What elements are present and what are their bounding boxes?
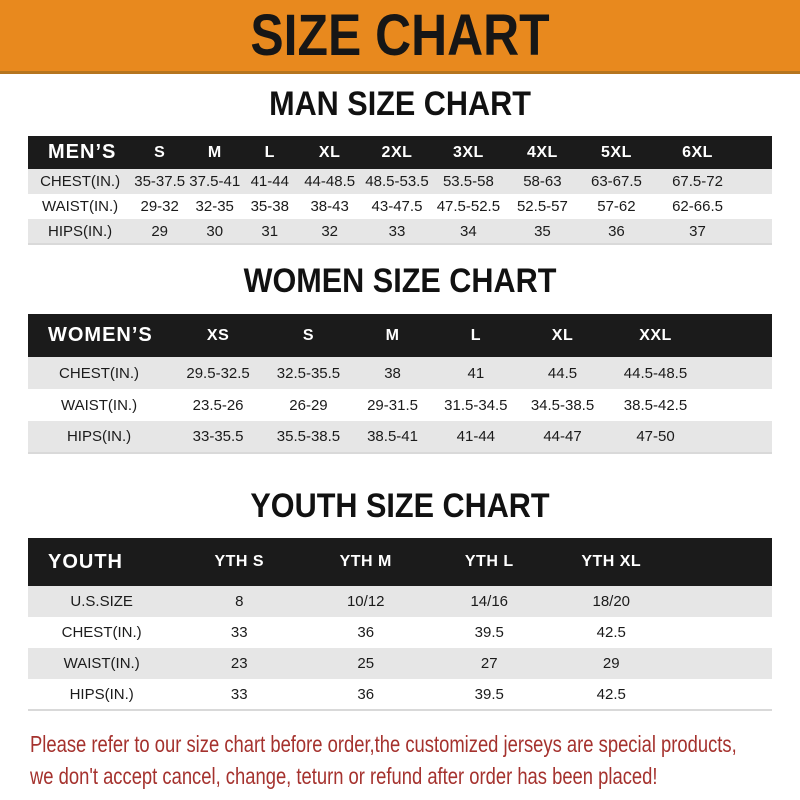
women-size-table [28, 314, 772, 454]
spacer-cell [672, 648, 772, 679]
cell: 33-35.5 [170, 421, 266, 453]
cell: 41-44 [434, 421, 517, 453]
cell: 44.5 [518, 357, 608, 389]
cell: 38.5-42.5 [608, 389, 704, 421]
men-size-col-l: L [242, 136, 297, 169]
cell: 32.5-35.5 [266, 357, 351, 389]
cell: 36 [303, 679, 428, 710]
spacer-cell [742, 169, 772, 194]
women-chest-row [28, 357, 772, 389]
women-size-col-l: L [434, 314, 517, 357]
cell: 67.5-72 [653, 169, 742, 194]
cell: 44.5-48.5 [608, 357, 704, 389]
notice-line-1: Please refer to our size chart before order,the customized jerseys are special products, [30, 731, 737, 757]
spacer-cell [672, 586, 772, 617]
cell: 62-66.5 [653, 194, 742, 219]
men-size-col-xl: XL [297, 136, 362, 169]
men-size-col-3xl: 3XL [432, 136, 505, 169]
cell: 35.5-38.5 [266, 421, 351, 453]
row-label: WAIST(IN.) [28, 389, 170, 421]
cell: 31 [242, 219, 297, 244]
youth-ussize-row [28, 586, 772, 617]
cell: 39.5 [428, 617, 550, 648]
cell: 43-47.5 [362, 194, 432, 219]
cell: 34.5-38.5 [518, 389, 608, 421]
row-label: CHEST(IN.) [28, 617, 175, 648]
cell: 30 [187, 219, 242, 244]
cell: 14/16 [428, 586, 550, 617]
men-size-table [28, 136, 772, 245]
row-label: U.S.SIZE [28, 586, 175, 617]
spacer-cell [703, 314, 772, 357]
cell: 52.5-57 [505, 194, 580, 219]
cell: 58-63 [505, 169, 580, 194]
women-table-corner-label: WOMEN’S [28, 314, 170, 357]
cell: 47-50 [608, 421, 704, 453]
youth-size-col-xl: YTH XL [550, 538, 672, 586]
cell: 38.5-41 [351, 421, 434, 453]
cell: 37 [653, 219, 742, 244]
order-notice [30, 728, 798, 792]
spacer-cell [672, 617, 772, 648]
cell: 36 [303, 617, 428, 648]
women-size-col-xl: XL [518, 314, 608, 357]
women-size-col-xxl: XXL [608, 314, 704, 357]
cell: 25 [303, 648, 428, 679]
spacer-cell [703, 357, 772, 389]
cell: 29 [550, 648, 672, 679]
cell: 29 [132, 219, 187, 244]
youth-chest-row [28, 617, 772, 648]
men-section-heading: MAN SIZE CHART [269, 85, 531, 123]
cell: 47.5-52.5 [432, 194, 505, 219]
men-table-header-row [28, 136, 772, 169]
spacer-cell [703, 421, 772, 453]
men-size-col-2xl: 2XL [362, 136, 432, 169]
cell: 34 [432, 219, 505, 244]
women-waist-row [28, 389, 772, 421]
row-label: HIPS(IN.) [28, 421, 170, 453]
cell: 29-32 [132, 194, 187, 219]
cell: 38 [351, 357, 434, 389]
youth-waist-row [28, 648, 772, 679]
youth-size-col-m: YTH M [303, 538, 428, 586]
youth-size-col-l: YTH L [428, 538, 550, 586]
men-hips-row [28, 219, 772, 244]
page-title: SIZE CHART [250, 2, 550, 68]
cell: 44-47 [518, 421, 608, 453]
cell: 29.5-32.5 [170, 357, 266, 389]
spacer-cell [703, 389, 772, 421]
row-label: WAIST(IN.) [28, 194, 132, 219]
cell: 23.5-26 [170, 389, 266, 421]
men-size-col-5xl: 5XL [580, 136, 653, 169]
cell: 48.5-53.5 [362, 169, 432, 194]
cell: 41-44 [242, 169, 297, 194]
cell: 8 [175, 586, 303, 617]
row-label: CHEST(IN.) [28, 169, 132, 194]
spacer-cell [672, 679, 772, 710]
women-table-header-row [28, 314, 772, 357]
cell: 63-67.5 [580, 169, 653, 194]
youth-size-table [28, 538, 772, 711]
women-hips-row [28, 421, 772, 453]
cell: 39.5 [428, 679, 550, 710]
men-waist-row [28, 194, 772, 219]
cell: 26-29 [266, 389, 351, 421]
row-label: HIPS(IN.) [28, 219, 132, 244]
spacer-cell [672, 538, 772, 586]
cell: 35 [505, 219, 580, 244]
cell: 33 [175, 679, 303, 710]
youth-hips-row [28, 679, 772, 710]
cell: 27 [428, 648, 550, 679]
women-size-col-m: M [351, 314, 434, 357]
spacer-cell [742, 136, 772, 169]
youth-section-heading: YOUTH SIZE CHART [250, 487, 550, 525]
cell: 32-35 [187, 194, 242, 219]
cell: 35-37.5 [132, 169, 187, 194]
cell: 18/20 [550, 586, 672, 617]
cell: 57-62 [580, 194, 653, 219]
men-size-col-s: S [132, 136, 187, 169]
cell: 38-43 [297, 194, 362, 219]
men-chest-row [28, 169, 772, 194]
women-size-col-s: S [266, 314, 351, 357]
row-label: WAIST(IN.) [28, 648, 175, 679]
spacer-cell [742, 194, 772, 219]
cell: 42.5 [550, 679, 672, 710]
cell: 37.5-41 [187, 169, 242, 194]
men-table-corner-label: MEN’S [28, 136, 132, 169]
youth-size-col-s: YTH S [175, 538, 303, 586]
youth-table-header-row [28, 538, 772, 586]
cell: 44-48.5 [297, 169, 362, 194]
row-label: HIPS(IN.) [28, 679, 175, 710]
cell: 31.5-34.5 [434, 389, 517, 421]
cell: 29-31.5 [351, 389, 434, 421]
cell: 23 [175, 648, 303, 679]
cell: 35-38 [242, 194, 297, 219]
cell: 53.5-58 [432, 169, 505, 194]
row-label: CHEST(IN.) [28, 357, 170, 389]
women-section-heading: WOMEN SIZE CHART [243, 262, 557, 300]
banner [0, 0, 800, 74]
cell: 36 [580, 219, 653, 244]
cell: 33 [175, 617, 303, 648]
cell: 33 [362, 219, 432, 244]
cell: 41 [434, 357, 517, 389]
men-size-col-m: M [187, 136, 242, 169]
spacer-cell [742, 219, 772, 244]
cell: 42.5 [550, 617, 672, 648]
youth-table-corner-label: YOUTH [28, 538, 175, 586]
women-size-col-xs: XS [170, 314, 266, 357]
cell: 10/12 [303, 586, 428, 617]
men-size-col-6xl: 6XL [653, 136, 742, 169]
men-size-col-4xl: 4XL [505, 136, 580, 169]
cell: 32 [297, 219, 362, 244]
notice-line-2: we don't accept cancel, change, teturn or refund after order has been placed! [30, 763, 658, 789]
